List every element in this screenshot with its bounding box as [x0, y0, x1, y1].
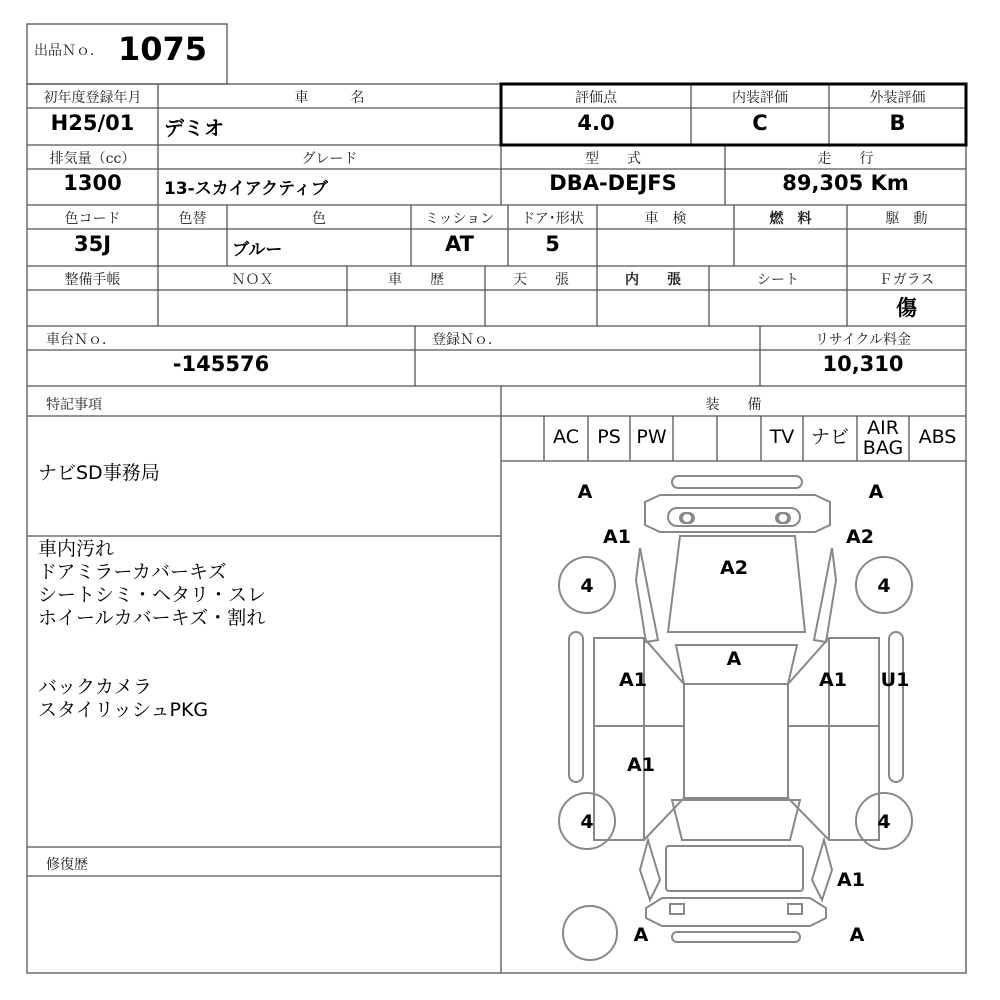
mileage-value: 89,305 Km	[782, 171, 909, 195]
interior-grade-value: C	[752, 111, 768, 135]
equipment-abs: ABS	[918, 426, 957, 448]
notes-label: 特記事項	[46, 397, 102, 413]
mark-rear-left: A	[633, 924, 649, 946]
mark-sill-right: U1	[880, 669, 910, 691]
color-code-label: 色コード	[64, 211, 121, 227]
drive-label: 駆 動	[885, 211, 928, 227]
chassis-no-value: -145576	[172, 352, 270, 376]
mileage-label: 走 行	[817, 151, 874, 167]
score-value: 4.0	[577, 111, 615, 135]
reg-date-label: 初年度登録年月	[43, 90, 142, 106]
mark-fender-front-left: A1	[603, 526, 631, 548]
equipment-ps: PS	[597, 426, 621, 448]
displacement-label: 排気量（cc）	[49, 151, 136, 167]
mark-door-rear-left: A1	[627, 754, 655, 776]
front-glass-value: 傷	[896, 296, 917, 320]
grade-value: 13-スカイアクティブ	[164, 179, 328, 199]
model-code-label: 型 式	[585, 151, 641, 167]
mark-quarter-rear-right: A1	[837, 869, 865, 891]
exterior-grade-label: 外装評価	[869, 90, 926, 106]
notes-bottom: 車内汚れ ドアミラーカバーキズ シートシミ・ヘタリ・スレ ホイールカバーキズ・割れ バックカメラ スタイリッシュPKG	[38, 538, 267, 721]
registration-no-label: 登録Ｎｏ．	[432, 332, 502, 348]
vehicle-history-label: 車 歴	[388, 272, 444, 288]
grade-label: グレード	[301, 151, 358, 167]
mark-door-front-left: A1	[619, 669, 647, 691]
exterior-grade-value: B	[889, 111, 906, 135]
repair-history-label: 修復歴	[46, 857, 88, 873]
interior-grade-label: 内装評価	[732, 90, 788, 106]
equipment-tv: TV	[769, 426, 795, 448]
mark-rear-right: A	[849, 924, 865, 946]
notes-top: ナビSD事務局	[38, 462, 160, 484]
lot-number: 1075	[118, 30, 208, 68]
mark-hood: A2	[720, 557, 748, 579]
door-type-value: 5	[545, 232, 560, 256]
mark-door-front-right: A1	[819, 669, 847, 691]
mark-front-left: A	[577, 481, 593, 503]
door-type-label: ドア･形状	[521, 211, 584, 227]
displacement-value: 1300	[63, 171, 122, 195]
headliner-label: 天 張	[513, 272, 569, 288]
color-value: ブルー	[232, 240, 283, 260]
equipment-airbag: AIR BAG	[862, 417, 904, 459]
nox-label: ＮＯＸ	[231, 272, 274, 288]
transmission-value: AT	[445, 232, 474, 256]
car-name-label: 車 名	[294, 90, 365, 106]
recycle-fee-value: 10,310	[822, 352, 904, 376]
repaint-label: 色替	[178, 211, 207, 227]
fuel-label: 燃 料	[769, 211, 812, 227]
mark-tire-front-left: 4	[580, 575, 594, 597]
mark-tire-rear-left: 4	[580, 811, 594, 833]
seat-label: シート	[757, 272, 799, 288]
transmission-label: ミッション	[424, 211, 495, 227]
score-label: 評価点	[575, 90, 617, 106]
car-name-value: デミオ	[164, 116, 224, 140]
equipment-navi: ナビ	[810, 426, 849, 448]
equipment-pw: PW	[636, 426, 667, 448]
equipment-ac: AC	[553, 426, 579, 448]
mark-tire-rear-right: 4	[877, 811, 891, 833]
inspection-label: 車 検	[644, 211, 687, 227]
recycle-fee-label: リサイクル料金	[814, 332, 912, 348]
color-label: 色	[312, 211, 326, 227]
mark-tire-front-right: 4	[877, 575, 891, 597]
mark-fender-front-right: A2	[846, 526, 874, 548]
mark-roof-front: A	[726, 648, 742, 670]
mark-front-right: A	[868, 481, 884, 503]
service-book-label: 整備手帳	[64, 272, 121, 288]
interior-trim-label: 内 張	[625, 272, 681, 288]
equipment-label: 装 備	[705, 397, 762, 413]
model-code-value: DBA-DEJFS	[549, 171, 677, 195]
reg-date-value: H25/01	[50, 111, 135, 135]
front-glass-label: Ｆガラス	[878, 272, 935, 288]
chassis-no-label: 車台Ｎｏ．	[46, 332, 116, 348]
color-code-value: 35J	[73, 232, 112, 256]
lot-label: 出品Ｎｏ．	[34, 43, 104, 59]
